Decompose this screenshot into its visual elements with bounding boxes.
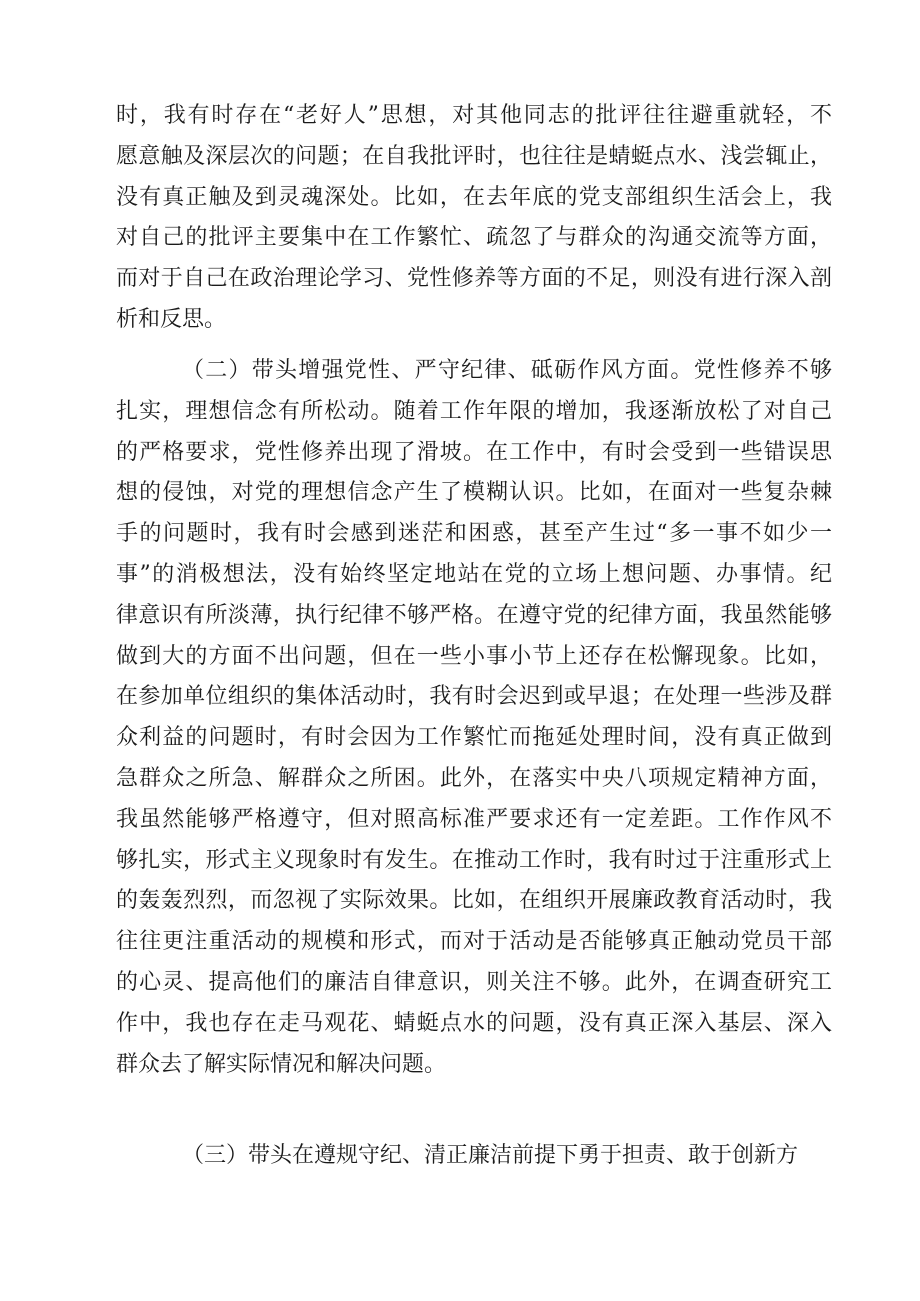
text-line: 的心灵、提高他们的廉洁自律意识，则关注不够。此外，在调查研究工 [116,969,832,995]
text-line: 析和反思。 [116,306,227,332]
paragraph-section-two [116,351,832,1085]
text-line: 的严格要求，党性修养出现了滑坡。在工作中，有时会受到一些错误思 [116,439,832,465]
text-line: 够扎实，形式主义现象时有发生。在推动工作时，我有时过于注重形式上 [116,847,832,873]
text-line: 对自己的批评主要集中在工作繁忙、疏忽了与群众的沟通交流等方面， [116,225,832,251]
paragraph-self-criticism [116,96,832,341]
text-line: 律意识有所淡薄，执行纪律不够严格。在遵守党的纪律方面，我虽然能够 [116,602,832,628]
text-line: 事”的消极想法，没有始终坚定地站在党的立场上想问题、办事情。纪 [116,561,832,587]
text-line: 扎实，理想信念有所松动。随着工作年限的增加，我逐渐放松了对自己 [116,398,832,424]
text-line: 众利益的问题时，有时会因为工作繁忙而拖延处理时间，没有真正做到 [116,725,832,751]
text-line: 在参加单位组织的集体活动时，我有时会迟到或早退；在处理一些涉及群 [116,684,832,710]
text-line: （三）带头在遵规守纪、清正廉洁前提下勇于担责、敢于创新方 [182,1143,799,1168]
text-line: 群众去了解实际情况和解决问题。 [116,1051,447,1077]
text-line: 作中，我也存在走马观花、蜻蜓点水的问题，没有真正深入基层、深入 [116,1010,832,1036]
text-line: 手的问题时，我有时会感到迷茫和困惑，甚至产生过“多一事不如少一 [116,521,832,547]
text-line: 没有真正触及到灵魂深处。比如，在去年底的党支部组织生活会上，我 [116,184,832,210]
text-line: 而对于自己在政治理论学习、党性修养等方面的不足，则没有进行深入剖 [116,266,832,292]
text-line: 想的侵蚀，对党的理想信念产生了模糊认识。比如，在面对一些复杂棘 [116,480,832,506]
text-line: 愿意触及深层次的问题；在自我批评时，也往往是蜻蜓点水、浅尝辄止， [116,143,832,169]
text-line: （二）带头增强党性、严守纪律、砥砺作风方面。党性修养不够 [182,358,832,383]
text-line: 往往更注重活动的规模和形式，而对于活动是否能够真正触动党员干部 [116,929,832,955]
text-line: 时，我有时存在“老好人”思想，对其他同志的批评往往避重就轻，不 [116,103,832,128]
text-line: 的轰轰烈烈，而忽视了实际效果。比如，在组织开展廉政教育活动时，我 [116,888,832,914]
text-line: 急群众之所急、解群众之所困。此外，在落实中央八项规定精神方面， [116,765,832,791]
paragraph-section-three [116,1136,832,1177]
text-line: 我虽然能够严格遵守，但对照高标准严要求还有一定差距。工作作风不 [116,806,832,832]
text-line: 做到大的方面不出问题，但在一些小事小节上还存在松懈现象。比如， [116,643,832,669]
